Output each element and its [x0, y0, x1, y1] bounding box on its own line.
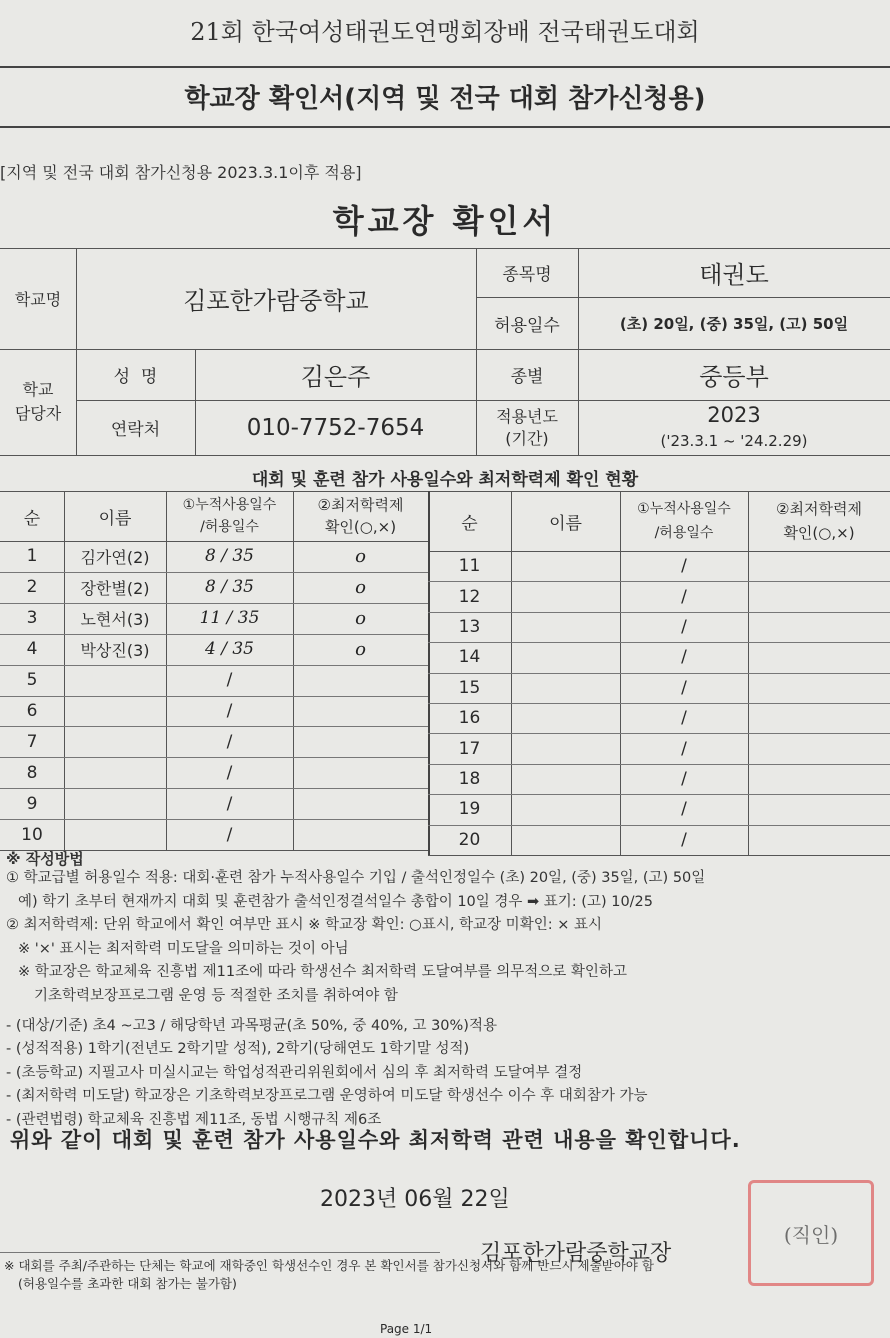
row-number: 18 [458, 768, 481, 789]
header-no: 순 [461, 513, 478, 534]
header-days: ①누적사용일수 /허용일수 [637, 501, 731, 541]
instruction-line: ※ '×' 표시는 최저학력 미도달을 의미하는 것이 아님 [18, 940, 349, 957]
event-label: 종목명 [502, 265, 552, 285]
usage-table-title: 대회 및 훈련 참가 사용일수와 최저학력제 확인 현황 [251, 470, 639, 490]
header-check: ②최저학력제 확인(○,×) [776, 500, 862, 542]
instruction-line: - (초등학교) 지필고사 미실시교는 학업성적관리위원회에서 심의 후 최저학력 도달여부 결정 [6, 1064, 583, 1081]
days-used: / [681, 768, 687, 789]
contact-label: 연락처 [110, 420, 161, 440]
athlete-name [64, 665, 166, 696]
row-number: 1 [26, 546, 38, 567]
header-check: ②최저학력제 확인(○,×) [317, 496, 404, 536]
header-days: ①누적사용일수 /허용일수 [182, 497, 277, 535]
academic-check: o [355, 638, 366, 660]
header-name: 이름 [549, 513, 582, 534]
school-label: 학교명 [14, 290, 62, 309]
category-value: 중등부 [699, 363, 769, 391]
row-number: 6 [26, 700, 38, 721]
academic-check [748, 703, 890, 733]
name-label: 성 명 [113, 367, 158, 387]
days-used: / [226, 824, 233, 845]
row-number: 16 [458, 708, 481, 729]
athlete-name [511, 581, 620, 611]
days-used: / [681, 738, 687, 759]
academic-check: o [355, 576, 366, 598]
athlete-name: 박상진(3) [80, 640, 150, 660]
days-used: / [226, 670, 233, 691]
days-used: / [226, 762, 233, 783]
footer-note-sub: (허용일수를 초과한 대회 참가는 불가함) [18, 1276, 237, 1291]
row-number: 7 [26, 731, 38, 752]
academic-check [293, 788, 428, 819]
academic-check: o [355, 545, 366, 567]
row-number: 9 [26, 793, 38, 814]
days-used: / [226, 793, 233, 814]
academic-check [748, 733, 890, 763]
days-used: / [226, 700, 233, 721]
academic-check [748, 612, 890, 642]
athlete-name: 장한별(2) [80, 578, 150, 598]
academic-check: o [355, 607, 366, 629]
athlete-name [511, 551, 620, 581]
document-title: 학교장 확인서 [332, 202, 558, 240]
manager-name: 김은주 [300, 363, 371, 391]
notes-heading: ※ 작성방법 [6, 850, 84, 868]
academic-check [293, 665, 428, 696]
days-used: 8 / 35 [205, 577, 254, 598]
footer-note: ※ 대회를 주최/주관하는 단체는 학교에 재학중인 학생선수인 경우 본 확인서를 참가신청서와 함께 반드시 제출받아야 함 [4, 1258, 654, 1273]
top-title: 21회 한국여성태권도연맹회장배 전국태권도대회 [190, 18, 700, 46]
academic-check [748, 581, 890, 611]
athlete-name [511, 764, 620, 794]
days-used: / [681, 708, 687, 729]
instruction-line: - (성적적용) 1학기(전년도 2학기말 성적), 2학기(당해연도 1학기말 성적) [6, 1041, 470, 1058]
athlete-name [511, 642, 620, 672]
academic-check [293, 757, 428, 788]
page-number: Page 1/1 [380, 1322, 433, 1336]
days-used: / [681, 799, 687, 820]
row-number: 14 [458, 647, 481, 668]
instruction-line: ① 학교급별 허용일수 적용: 대회·훈련 참가 누적사용일수 기입 / 출석인정일수 (초) 20일, (중) 35일, (고) 50일 [6, 870, 706, 886]
academic-check [748, 551, 890, 581]
athlete-name [64, 757, 166, 788]
row-number: 8 [26, 762, 38, 783]
days-used: / [681, 556, 687, 577]
athlete-name [511, 825, 620, 855]
days-used: 11 / 35 [199, 608, 260, 629]
athlete-name [511, 703, 620, 733]
allowed-days-label: 허용일수 [494, 315, 560, 336]
row-number: 20 [458, 829, 481, 850]
row-number: 19 [458, 799, 481, 820]
academic-check [748, 794, 890, 824]
instruction-line: - (최저학력 미도달) 학교장은 기초학력보장프로그램 운영하여 미도달 학생선수 이수 후 대회참가 가능 [6, 1088, 648, 1105]
instruction-line: - (대상/기준) 초4 ~고3 / 해당학년 과목평균(초 50%, 중 40%, 고 30%)적용 [6, 1017, 497, 1034]
official-seal [748, 1180, 874, 1286]
applicable-note: [지역 및 전국 대회 참가신청용 2023.3.1이후 적용] [0, 163, 362, 182]
row-number: 12 [458, 586, 481, 607]
row-number: 3 [26, 608, 38, 629]
academic-check [293, 726, 428, 757]
athlete-name: 김가연(2) [80, 547, 150, 567]
seal-mark: (직인) [783, 1222, 839, 1247]
instruction-line: ※ 학교장은 학교체육 진흥법 제11조에 따라 학생선수 최저학력 도달여부를 의무적으로 확인하고 [18, 964, 627, 981]
athlete-name [511, 794, 620, 824]
days-used: / [681, 677, 687, 698]
year-period: ('23.3.1 ~ '24.2.29) [660, 432, 808, 450]
header-name: 이름 [98, 508, 132, 529]
row-number: 5 [26, 670, 38, 691]
instruction-line: ② 최저학력제: 단위 학교에서 확인 여부만 표시 ※ 학교장 확인: ○표시, 학교장 미확인: × 표시 [6, 917, 602, 934]
athlete-name [511, 733, 620, 763]
event-value: 태권도 [699, 261, 769, 289]
issue-date: 2023년 06월 22일 [320, 1187, 510, 1212]
academic-check [748, 642, 890, 672]
confirmation-statement: 위와 같이 대회 및 훈련 참가 사용일수와 최저학력 관련 내용을 확인합니다. [10, 1128, 741, 1152]
principal-signature: 김포한가람중학교장 [480, 1241, 672, 1266]
school-name: 김포한가람중학교 [183, 287, 369, 315]
row-number: 15 [458, 677, 481, 698]
academic-check [748, 825, 890, 855]
athlete-name [64, 788, 166, 819]
category-label: 종별 [510, 367, 544, 387]
row-number: 10 [21, 824, 43, 845]
instruction-line: - (관련법령) 학교체육 진흥법 제11조, 동법 시행규칙 제6조 [6, 1112, 382, 1128]
row-number: 13 [458, 616, 481, 637]
banner-title: 학교장 확인서(지역 및 전국 대회 참가신청용) [184, 84, 706, 114]
row-number: 11 [458, 556, 481, 577]
allowed-days-value: (초) 20일, (중) 35일, (고) 50일 [619, 314, 849, 333]
days-used: / [226, 731, 233, 752]
instruction-line: 예) 학기 초부터 현재까지 대회 및 훈련참가 출석인정결석일수 총합이 10일 경우 ➡ 표기: (고) 10/25 [18, 893, 654, 910]
athlete-name: 노현서(3) [80, 609, 150, 629]
manager-label: 학교 담당자 [14, 380, 62, 423]
days-used: / [681, 616, 687, 637]
athlete-name [64, 819, 166, 850]
academic-check [293, 819, 428, 850]
days-used: 8 / 35 [205, 546, 254, 567]
year-value: 2023 [707, 403, 761, 427]
instruction-line: 기초학력보장프로그램 운영 등 적절한 조치를 취하여야 함 [34, 988, 398, 1004]
days-used: / [681, 586, 687, 607]
row-number: 17 [458, 738, 481, 759]
days-used: / [681, 647, 687, 668]
athlete-name [511, 612, 620, 642]
academic-check [748, 673, 890, 703]
header-no: 순 [23, 508, 41, 529]
days-used: / [681, 829, 687, 850]
days-used: 4 / 35 [205, 639, 254, 660]
academic-check [293, 696, 428, 727]
academic-check [748, 764, 890, 794]
athlete-name [64, 726, 166, 757]
contact-value: 010-7752-7654 [246, 414, 425, 441]
row-number: 4 [26, 639, 38, 660]
year-label: 적용년도 (기간) [496, 406, 558, 448]
athlete-name [64, 696, 166, 727]
athlete-name [511, 673, 620, 703]
row-number: 2 [26, 577, 38, 598]
